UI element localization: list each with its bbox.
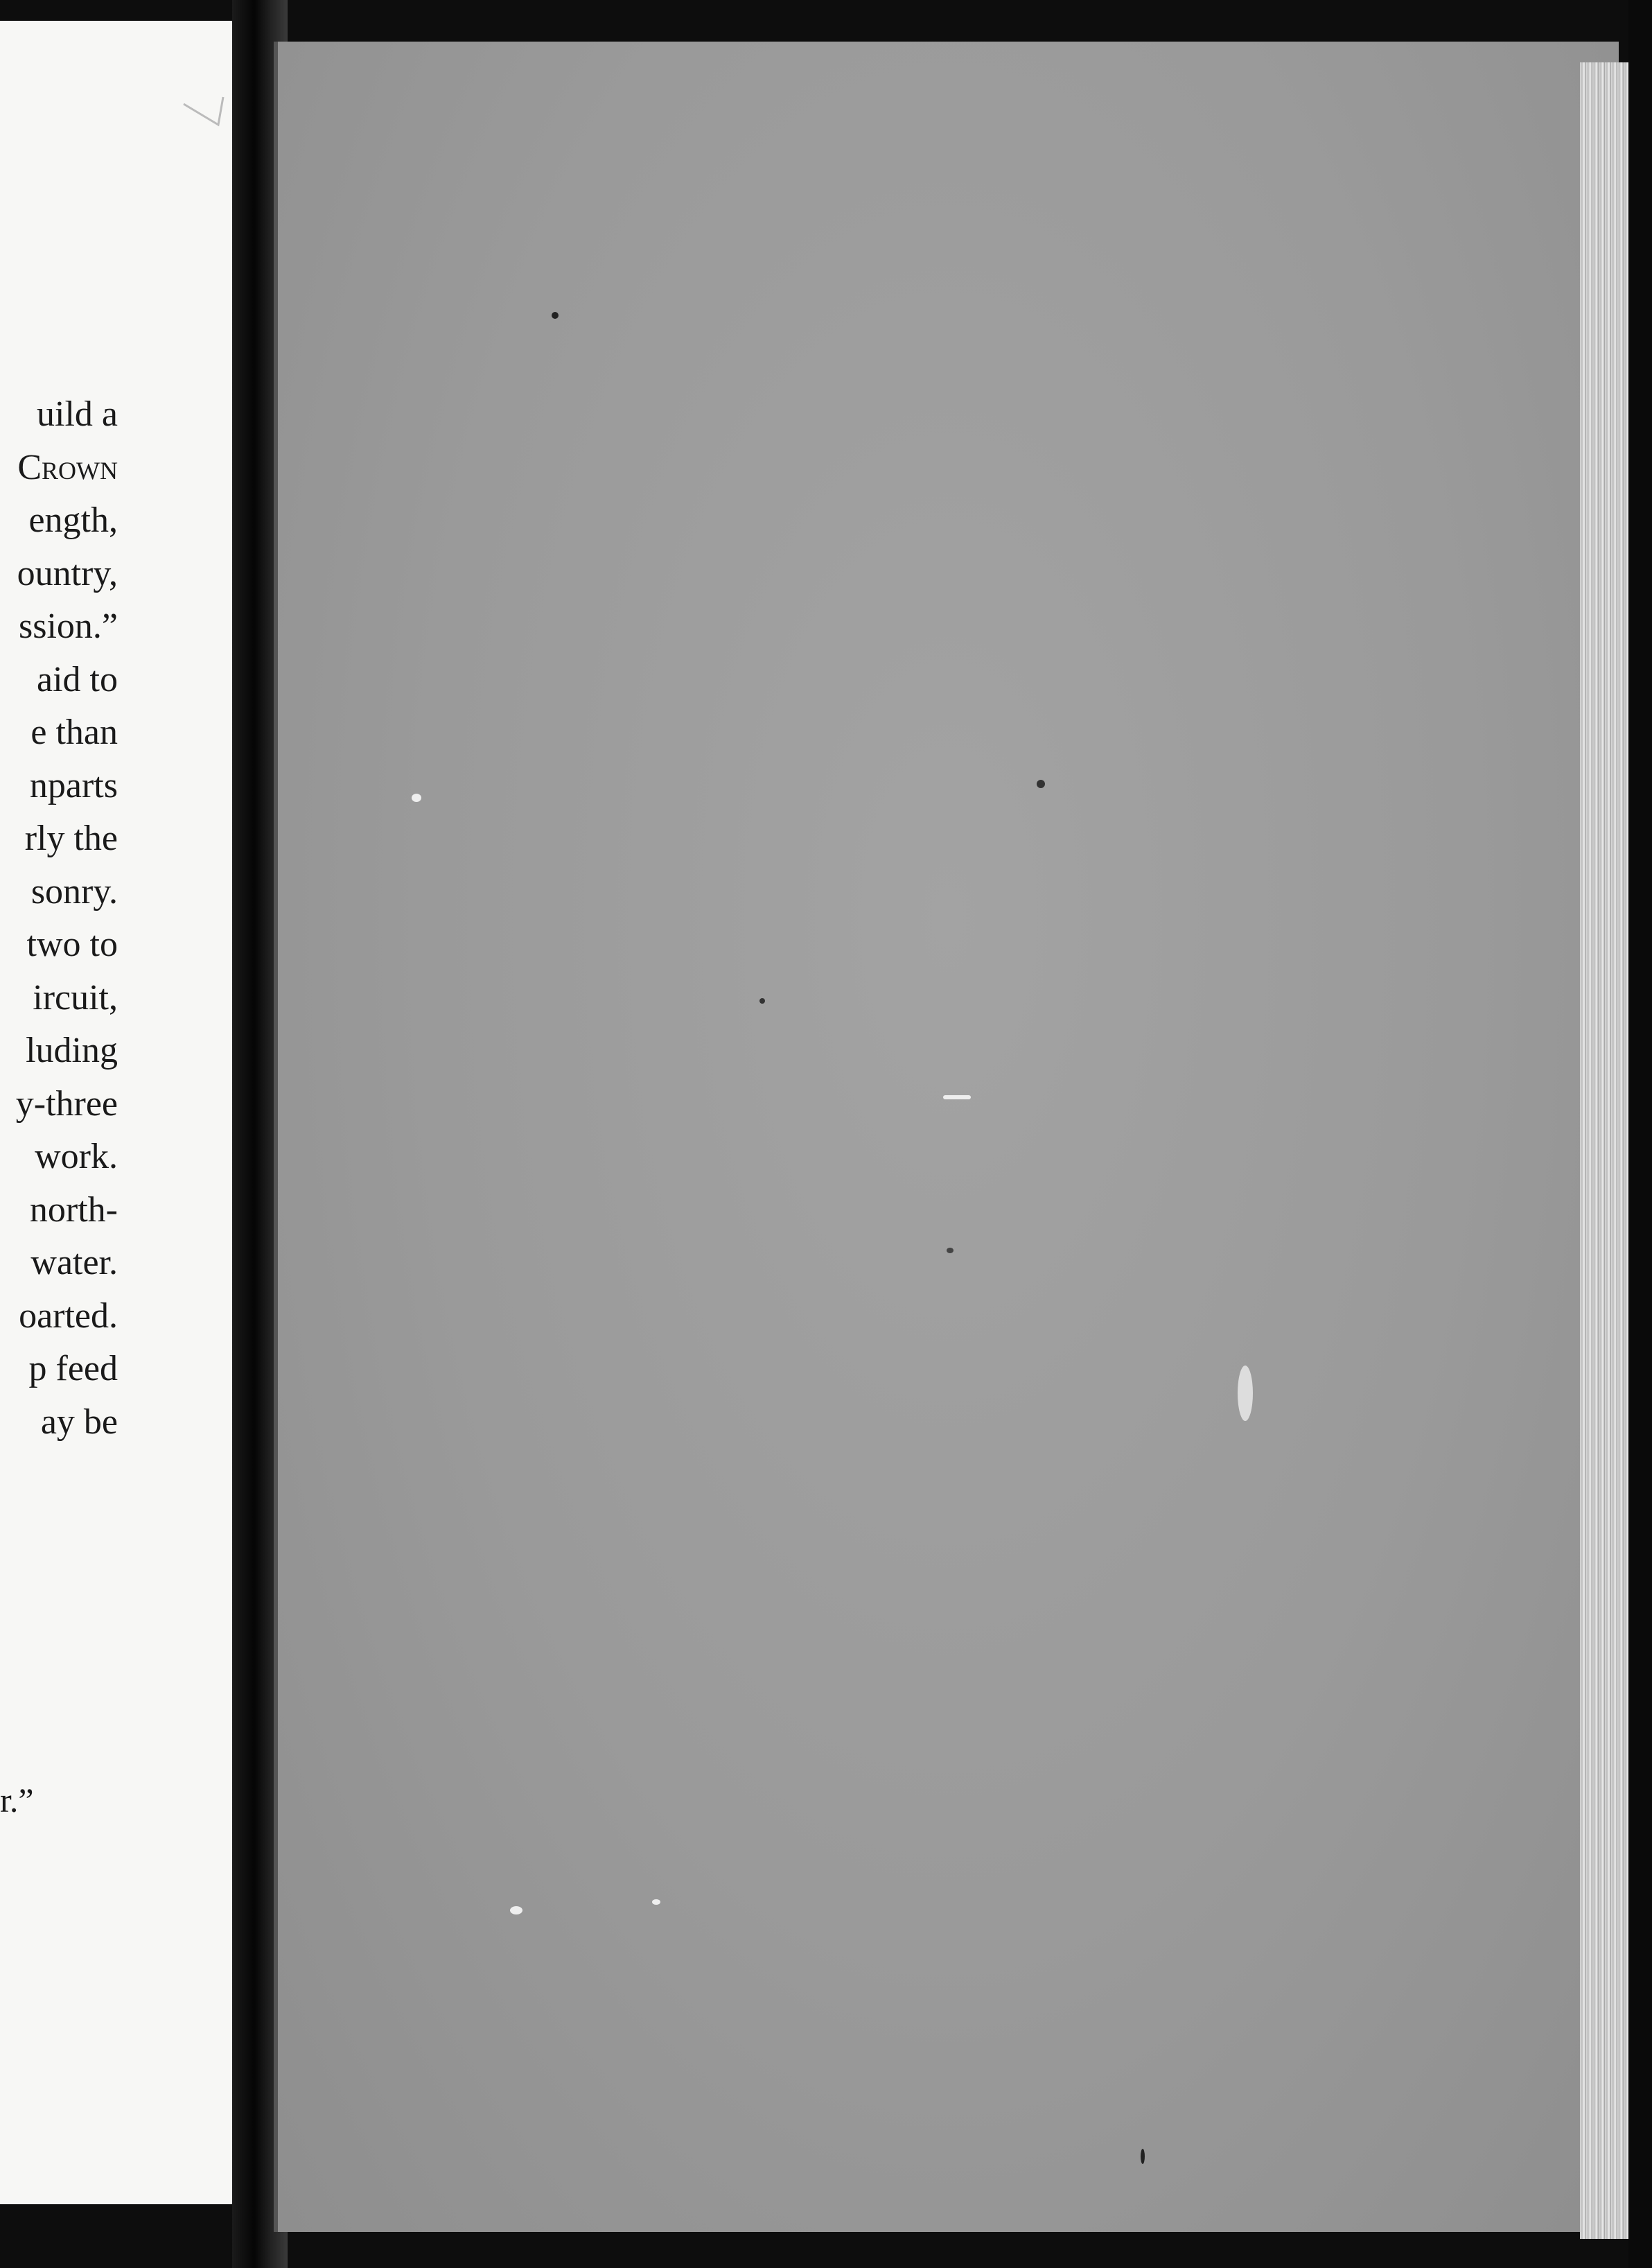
footer-fragment: r.” — [0, 1781, 34, 1820]
text-line: e than — [30, 713, 118, 752]
text-line: water. — [30, 1243, 118, 1282]
text-line: Crown — [17, 447, 118, 487]
text-line: work. — [35, 1137, 118, 1176]
text-line: ircuit, — [33, 977, 118, 1018]
speck — [1037, 780, 1045, 788]
text-line: uild a — [37, 394, 118, 434]
speck — [412, 794, 421, 802]
text-line: p feed — [28, 1349, 118, 1388]
gray-endpaper — [274, 42, 1619, 2232]
speck — [947, 1248, 954, 1253]
text-line: rly the — [24, 819, 118, 858]
text-line: oarted. — [19, 1296, 118, 1336]
text-line: ssion.” — [19, 607, 118, 646]
speck — [759, 998, 765, 1004]
text-line: north- — [29, 1189, 118, 1230]
text-line: ountry, — [17, 553, 118, 593]
speck — [552, 312, 559, 319]
left-page-text — [0, 388, 118, 1449]
text-line: ay be — [40, 1402, 118, 1442]
text-line: sonry. — [30, 871, 118, 911]
speck — [510, 1906, 522, 1914]
speck — [1238, 1366, 1253, 1421]
text-line: ength, — [28, 500, 118, 540]
pencil-mark-icon — [180, 90, 229, 132]
text-line: two to — [26, 925, 118, 964]
text-line: luding — [26, 1031, 118, 1070]
text-line: nparts — [29, 765, 118, 805]
speck — [652, 1899, 660, 1905]
speck — [1141, 2149, 1145, 2164]
text-line: y-three — [15, 1083, 118, 1124]
speck — [943, 1095, 971, 1099]
page-edges — [1580, 62, 1628, 2239]
text-line: aid to — [37, 659, 118, 699]
left-page — [0, 21, 232, 2204]
right-border — [1628, 0, 1652, 2268]
